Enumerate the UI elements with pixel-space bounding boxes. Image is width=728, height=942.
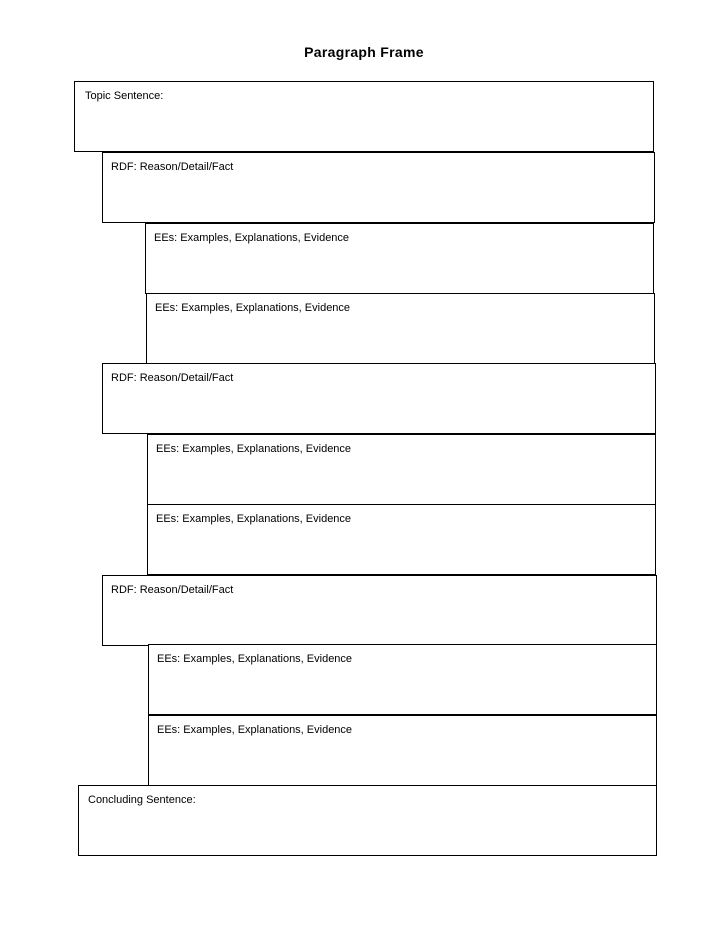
ees-box-1a[interactable] [145,223,654,294]
rdf-label: RDF: Reason/Detail/Fact [111,372,234,384]
ees-label: EEs: Examples, Explanations, Evidence [157,653,353,665]
ees-box-2b[interactable] [147,504,656,575]
ees-label: EEs: Examples, Explanations, Evidence [154,232,350,244]
ees-label: EEs: Examples, Explanations, Evidence [156,513,352,525]
ees-box-3b[interactable] [148,715,657,786]
topic-sentence-label: Topic Sentence: [85,90,164,102]
rdf-label: RDF: Reason/Detail/Fact [111,584,234,596]
page-title: Paragraph Frame [304,44,424,60]
ees-box-3a[interactable] [148,644,657,715]
ees-box-2a[interactable] [147,434,656,505]
ees-label: EEs: Examples, Explanations, Evidence [156,443,352,455]
rdf-label: RDF: Reason/Detail/Fact [111,161,234,173]
ees-label: EEs: Examples, Explanations, Evidence [157,724,353,736]
ees-label: EEs: Examples, Explanations, Evidence [155,302,351,314]
topic-sentence-box[interactable] [74,81,654,152]
rdf-box-1[interactable] [102,152,655,223]
rdf-box-2[interactable] [102,363,656,434]
concluding-sentence-label: Concluding Sentence: [88,794,196,806]
concluding-sentence-box[interactable] [78,785,657,856]
ees-box-1b[interactable] [146,293,655,364]
rdf-box-3[interactable] [102,575,657,646]
